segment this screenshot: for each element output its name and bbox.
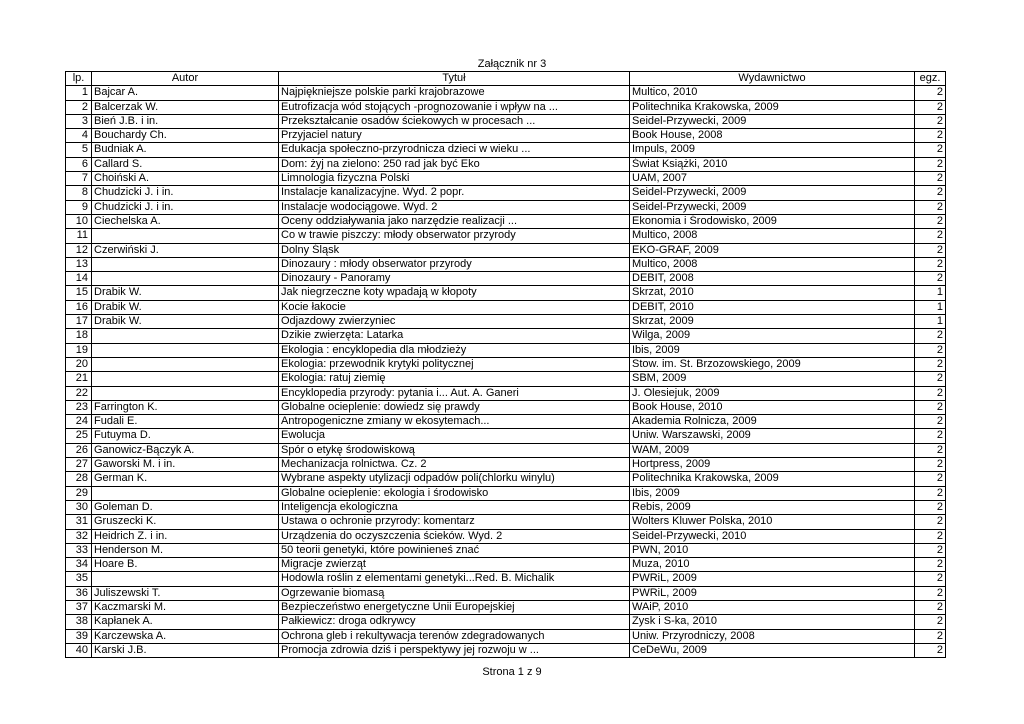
cell-tytul: Ekologia: ratuj ziemię [279,372,630,386]
cell-egz: 2 [915,529,946,543]
cell-tytul: 50 teorii genetyki, które powinieneś znać [279,543,630,557]
cell-lp: 40 [66,643,92,657]
cell-wydawnictwo: Politechnika Krakowska, 2009 [630,100,915,114]
cell-egz: 2 [915,515,946,529]
cell-egz: 2 [915,429,946,443]
cell-autor [92,257,279,271]
cell-tytul: Przyjaciel natury [279,129,630,143]
table-row [66,486,946,500]
cell-tytul: Instalacje kanalizacyjne. Wyd. 2 popr. [279,186,630,200]
cell-wydawnictwo: WAiP, 2010 [630,600,915,614]
cell-wydawnictwo: PWRiL, 2009 [630,586,915,600]
header-autor: Autor [92,72,279,86]
header-egz: egz. [915,72,946,86]
cell-wydawnictwo: Rebis, 2009 [630,500,915,514]
cell-wydawnictwo: PWN, 2010 [630,543,915,557]
cell-wydawnictwo: Ibis, 2009 [630,343,915,357]
cell-tytul: Hodowla roślin z elementami genetyki...Red. B. Michalik [279,572,630,586]
table-row [66,243,946,257]
cell-egz: 2 [915,129,946,143]
cell-autor: Drabik W. [92,286,279,300]
cell-egz: 2 [915,572,946,586]
cell-wydawnictwo: Book House, 2008 [630,129,915,143]
cell-lp: 38 [66,615,92,629]
cell-lp: 6 [66,157,92,171]
cell-wydawnictwo: PWRiL, 2009 [630,572,915,586]
cell-lp: 25 [66,429,92,443]
cell-wydawnictwo: DEBIT, 2010 [630,300,915,314]
cell-tytul: Dom: żyj na zielono: 250 rad jak być Eko [279,157,630,171]
table-row [66,286,946,300]
cell-tytul: Ekologia: przewodnik krytyki politycznej [279,357,630,371]
cell-wydawnictwo: Seidel-Przywecki, 2009 [630,114,915,128]
table-row [66,415,946,429]
cell-wydawnictwo: J. Olesiejuk, 2009 [630,386,915,400]
table-row [66,443,946,457]
cell-lp: 36 [66,586,92,600]
cell-wydawnictwo: Uniw. Warszawski, 2009 [630,429,915,443]
cell-autor [92,486,279,500]
cell-lp: 8 [66,186,92,200]
table-row [66,129,946,143]
cell-egz: 2 [915,615,946,629]
cell-tytul: Limnologia fizyczna Polski [279,172,630,186]
cell-egz: 2 [915,272,946,286]
cell-wydawnictwo: Skrzat, 2010 [630,286,915,300]
cell-lp: 14 [66,272,92,286]
cell-tytul: Instalacje wodociągowe. Wyd. 2 [279,200,630,214]
cell-autor: Kapłanek A. [92,615,279,629]
cell-wydawnictwo: Wolters Kluwer Polska, 2010 [630,515,915,529]
cell-wydawnictwo: Skrzat, 2009 [630,315,915,329]
cell-wydawnictwo: Ekonomia i Środowisko, 2009 [630,214,915,228]
cell-autor: Ciechelska A. [92,214,279,228]
cell-autor: Goleman D. [92,500,279,514]
cell-wydawnictwo: Multico, 2008 [630,229,915,243]
cell-autor: Bień J.B. i in. [92,114,279,128]
cell-tytul: Globalne ocieplenie: ekologia i środowisko [279,486,630,500]
cell-egz: 2 [915,372,946,386]
books-table [65,71,946,658]
cell-egz: 2 [915,157,946,171]
cell-egz: 2 [915,386,946,400]
cell-tytul: Ogrzewanie biomasą [279,586,630,600]
cell-wydawnictwo: Seidel-Przywecki, 2009 [630,200,915,214]
cell-autor: Drabik W. [92,315,279,329]
cell-autor [92,357,279,371]
table-header-row [66,72,946,86]
table-row [66,515,946,529]
cell-lp: 26 [66,443,92,457]
table-row [66,200,946,214]
cell-lp: 24 [66,415,92,429]
table-row [66,472,946,486]
cell-egz: 2 [915,458,946,472]
cell-egz: 2 [915,114,946,128]
table-row [66,357,946,371]
cell-autor: German K. [92,472,279,486]
cell-autor: Henderson M. [92,543,279,557]
cell-tytul: Mechanizacja rolnictwa. Cz. 2 [279,458,630,472]
table-row [66,529,946,543]
cell-egz: 2 [915,243,946,257]
cell-autor: Gaworski M. i in. [92,458,279,472]
table-row [66,315,946,329]
cell-wydawnictwo: DEBIT, 2008 [630,272,915,286]
cell-tytul: Antropogeniczne zmiany w ekosytemach... [279,415,630,429]
cell-tytul: Ewolucja [279,429,630,443]
cell-lp: 33 [66,543,92,557]
cell-lp: 34 [66,558,92,572]
cell-autor [92,572,279,586]
cell-egz: 2 [915,443,946,457]
cell-lp: 7 [66,172,92,186]
cell-egz: 2 [915,329,946,343]
cell-wydawnictwo: Świat Książki, 2010 [630,157,915,171]
cell-tytul: Urządzenia do oczyszczenia ścieków. Wyd. 2 [279,529,630,543]
cell-lp: 17 [66,315,92,329]
table-row [66,257,946,271]
cell-lp: 23 [66,400,92,414]
cell-lp: 37 [66,600,92,614]
cell-autor [92,229,279,243]
cell-egz: 2 [915,600,946,614]
cell-tytul: Bezpieczeństwo energetyczne Unii Europejskiej [279,600,630,614]
cell-tytul: Ustawa o ochronie przyrody: komentarz [279,515,630,529]
cell-egz: 2 [915,229,946,243]
table-row [66,615,946,629]
cell-egz: 2 [915,500,946,514]
cell-autor [92,329,279,343]
cell-wydawnictwo: Hortpress, 2009 [630,458,915,472]
cell-tytul: Ochrona gleb i rekultywacja terenów zdegradowanych [279,629,630,643]
cell-wydawnictwo: Akademia Rolnicza, 2009 [630,415,915,429]
cell-lp: 12 [66,243,92,257]
cell-egz: 2 [915,200,946,214]
cell-egz: 2 [915,558,946,572]
cell-autor: Choiński A. [92,172,279,186]
cell-lp: 32 [66,529,92,543]
cell-egz: 2 [915,186,946,200]
cell-autor [92,343,279,357]
table-row [66,300,946,314]
table-row [66,143,946,157]
cell-lp: 22 [66,386,92,400]
cell-tytul: Edukacja społeczno-przyrodnicza dzieci w wieku ... [279,143,630,157]
table-row [66,643,946,657]
cell-egz: 2 [915,257,946,271]
cell-tytul: Co w trawie piszczy: młody obserwator przyrody [279,229,630,243]
cell-autor: Karczewska A. [92,629,279,643]
cell-wydawnictwo: Stow. im. St. Brzozowskiego, 2009 [630,357,915,371]
cell-tytul: Oceny oddziaływania jako narzędzie realizacji ... [279,214,630,228]
cell-tytul: Dolny Śląsk [279,243,630,257]
cell-lp: 28 [66,472,92,486]
cell-wydawnictwo: Seidel-Przywecki, 2010 [630,529,915,543]
table-row [66,172,946,186]
cell-lp: 19 [66,343,92,357]
cell-lp: 5 [66,143,92,157]
cell-tytul: Kocie łakocie [279,300,630,314]
table-row [66,86,946,100]
cell-tytul: Migracje zwierząt [279,558,630,572]
cell-egz: 2 [915,643,946,657]
cell-tytul: Dzikie zwierzęta: Latarka [279,329,630,343]
table-row [66,100,946,114]
cell-wydawnictwo: Impuls, 2009 [630,143,915,157]
cell-egz: 2 [915,357,946,371]
cell-lp: 11 [66,229,92,243]
table-row [66,272,946,286]
cell-lp: 4 [66,129,92,143]
table-row [66,186,946,200]
cell-tytul: Pałkiewicz: droga odkrywcy [279,615,630,629]
cell-lp: 2 [66,100,92,114]
cell-egz: 2 [915,86,946,100]
table-row [66,214,946,228]
cell-tytul: Dinozaury - Panoramy [279,272,630,286]
cell-tytul: Ekologia : encyklopedia dla młodzieży [279,343,630,357]
cell-wydawnictwo: Seidel-Przywecki, 2009 [630,186,915,200]
cell-tytul: Encyklopedia przyrody: pytania i... Aut. A. Ganeri [279,386,630,400]
cell-wydawnictwo: EKO-GRAF, 2009 [630,243,915,257]
table-row [66,372,946,386]
cell-tytul: Globalne ocieplenie: dowiedz się prawdy [279,400,630,414]
table-row [66,343,946,357]
cell-lp: 13 [66,257,92,271]
table-row [66,157,946,171]
cell-autor: Bouchardy Ch. [92,129,279,143]
cell-lp: 15 [66,286,92,300]
table-row [66,400,946,414]
cell-egz: 2 [915,400,946,414]
cell-wydawnictwo: WAM, 2009 [630,443,915,457]
cell-egz: 2 [915,214,946,228]
cell-autor: Chudzicki J. i in. [92,186,279,200]
cell-tytul: Jak niegrzeczne koty wpadają w kłopoty [279,286,630,300]
cell-tytul: Dinozaury : młody obserwator przyrody [279,257,630,271]
cell-egz: 1 [915,286,946,300]
cell-tytul: Spór o etykę środowiskową [279,443,630,457]
cell-autor: Callard S. [92,157,279,171]
cell-autor: Juliszewski T. [92,586,279,600]
cell-egz: 2 [915,143,946,157]
cell-tytul: Inteligencja ekologiczna [279,500,630,514]
cell-lp: 10 [66,214,92,228]
cell-egz: 2 [915,472,946,486]
table-row [66,386,946,400]
cell-wydawnictwo: Muza, 2010 [630,558,915,572]
table-row [66,429,946,443]
cell-autor: Budniak A. [92,143,279,157]
cell-lp: 18 [66,329,92,343]
document-title: Załącznik nr 3 [477,58,547,70]
cell-wydawnictwo: Zysk i S-ka, 2010 [630,615,915,629]
cell-autor [92,272,279,286]
cell-autor: Fudali E. [92,415,279,429]
cell-tytul: Przekształcanie osadów ściekowych w procesach ... [279,114,630,128]
cell-autor: Kaczmarski M. [92,600,279,614]
cell-egz: 2 [915,172,946,186]
cell-wydawnictwo: Ibis, 2009 [630,486,915,500]
cell-wydawnictwo: CeDeWu, 2009 [630,643,915,657]
cell-autor: Ganowicz-Bączyk A. [92,443,279,457]
cell-wydawnictwo: UAM, 2007 [630,172,915,186]
cell-autor: Heidrich Z. i in. [92,529,279,543]
header-wydawnictwo: Wydawnictwo [630,72,915,86]
cell-autor: Czerwiński J. [92,243,279,257]
cell-autor: Bajcar A. [92,86,279,100]
cell-tytul: Najpiękniejsze polskie parki krajobrazowe [279,86,630,100]
cell-wydawnictwo: Wilga, 2009 [630,329,915,343]
cell-wydawnictwo: Multico, 2010 [630,86,915,100]
table-row [66,572,946,586]
cell-egz: 2 [915,543,946,557]
cell-lp: 16 [66,300,92,314]
header-tytul: Tytuł [279,72,630,86]
cell-lp: 20 [66,357,92,371]
cell-autor [92,386,279,400]
cell-lp: 9 [66,200,92,214]
cell-lp: 39 [66,629,92,643]
cell-egz: 2 [915,415,946,429]
cell-autor: Drabik W. [92,300,279,314]
cell-autor: Futuyma D. [92,429,279,443]
cell-autor: Farrington K. [92,400,279,414]
cell-autor: Hoare B. [92,558,279,572]
cell-wydawnictwo: Uniw. Przyrodniczy, 2008 [630,629,915,643]
cell-egz: 2 [915,586,946,600]
table-row [66,543,946,557]
cell-lp: 30 [66,500,92,514]
cell-lp: 29 [66,486,92,500]
table-row [66,329,946,343]
table-row [66,114,946,128]
header-lp: lp. [66,72,92,86]
cell-egz: 2 [915,486,946,500]
cell-wydawnictwo: Multico, 2008 [630,257,915,271]
table-row [66,458,946,472]
table-body [66,86,946,658]
table-row [66,500,946,514]
cell-egz: 2 [915,629,946,643]
table-row [66,229,946,243]
cell-lp: 27 [66,458,92,472]
cell-autor: Karski J.B. [92,643,279,657]
cell-tytul: Odjazdowy zwierzyniec [279,315,630,329]
cell-tytul: Promocja zdrowia dziś i perspektywy jej rozwoju w ... [279,643,630,657]
cell-lp: 31 [66,515,92,529]
cell-lp: 3 [66,114,92,128]
cell-egz: 2 [915,343,946,357]
cell-wydawnictwo: Politechnika Krakowska, 2009 [630,472,915,486]
table-row [66,558,946,572]
table-row [66,600,946,614]
cell-autor: Gruszecki K. [92,515,279,529]
cell-egz: 2 [915,100,946,114]
cell-egz: 1 [915,315,946,329]
table-row [66,629,946,643]
cell-autor: Balcerzak W. [92,100,279,114]
cell-autor [92,372,279,386]
table-row [66,586,946,600]
cell-lp: 21 [66,372,92,386]
cell-tytul: Wybrane aspekty utylizacji odpadów poli(chlorku winylu) [279,472,630,486]
page-number: Strona 1 z 9 [482,666,542,678]
cell-tytul: Eutrofizacja wód stojących -prognozowanie i wpływ na ... [279,100,630,114]
cell-autor: Chudzicki J. i in. [92,200,279,214]
cell-lp: 1 [66,86,92,100]
cell-lp: 35 [66,572,92,586]
cell-wydawnictwo: Book House, 2010 [630,400,915,414]
cell-wydawnictwo: SBM, 2009 [630,372,915,386]
cell-egz: 1 [915,300,946,314]
